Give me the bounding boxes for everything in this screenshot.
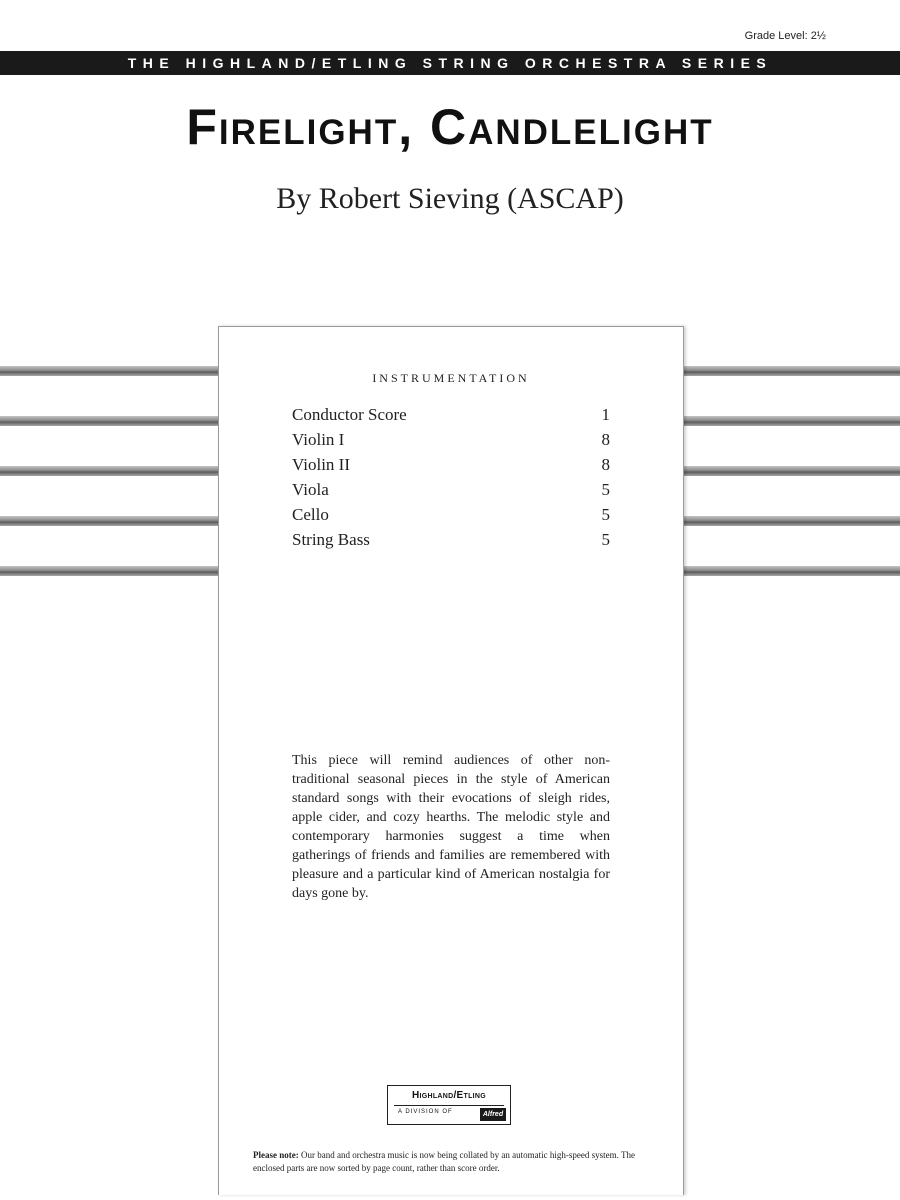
instrument-count: 5 — [601, 505, 610, 524]
instrument-count: 5 — [601, 480, 610, 499]
series-title: THE HIGHLAND/ETLING STRING ORCHESTRA SERIES — [127, 55, 773, 71]
publisher-division: A DIVISION OF — [398, 1109, 453, 1115]
info-panel — [218, 326, 684, 1195]
instrument-name: String Bass — [292, 530, 370, 549]
composer-credit: By Robert Sieving (ASCAP) — [276, 182, 624, 215]
grade-level: Grade Level: 2½ — [744, 30, 826, 42]
staff-line-right-4 — [684, 516, 900, 526]
instrument-row — [292, 452, 610, 477]
instrument-row — [292, 402, 610, 427]
piece-title: Firelight, Candlelight — [186, 99, 714, 155]
instrument-name: Conductor Score — [292, 405, 407, 424]
staff-line-left-1 — [0, 366, 218, 376]
alfred-logo-icon: Alfred — [480, 1108, 506, 1121]
instrument-count: 8 — [601, 455, 610, 474]
instrumentation-heading: INSTRUMENTATION — [372, 371, 530, 385]
instrument-count: 5 — [601, 530, 610, 549]
staff-line-left-5 — [0, 566, 218, 576]
instrument-name: Violin II — [292, 455, 350, 474]
staff-line-right-2 — [684, 416, 900, 426]
instrument-row — [292, 502, 610, 527]
publisher-logo — [387, 1085, 511, 1125]
note-text: Our band and orchestra music is now being collated by an automatic high-speed system. The enclosed parts are now sorted by page count, rather than score order. — [253, 1150, 635, 1173]
note-label: Please note: — [253, 1150, 299, 1160]
instrument-name: Viola — [292, 480, 329, 499]
instrumentation-list — [292, 402, 610, 552]
instrument-count: 1 — [601, 405, 610, 424]
staff-line-left-4 — [0, 516, 218, 526]
staff-line-right-1 — [684, 366, 900, 376]
instrument-name: Cello — [292, 505, 329, 524]
staff-line-left-3 — [0, 466, 218, 476]
instrument-row — [292, 427, 610, 452]
instrument-row — [292, 477, 610, 502]
publisher-name: Highland/Etling — [411, 1090, 487, 1101]
piece-description: This piece will remind audiences of other non-traditional seasonal pieces in the style of American standard songs with their evocations of sleigh rides, apple cider, and cozy hearths. The melodic style and contemporary harmonies suggest a time when gatherings of friends and families are remembered with pleasure and a particular kind of American nostalgia for days gone by. — [292, 753, 610, 901]
series-banner — [0, 51, 900, 75]
staff-line-left-2 — [0, 416, 218, 426]
instrument-name: Violin I — [292, 430, 345, 449]
instrument-count: 8 — [601, 430, 610, 449]
instrument-row — [292, 527, 610, 552]
staff-line-right-3 — [684, 466, 900, 476]
staff-line-right-5 — [684, 566, 900, 576]
collation-note — [253, 1149, 653, 1174]
logo-divider — [394, 1105, 504, 1106]
